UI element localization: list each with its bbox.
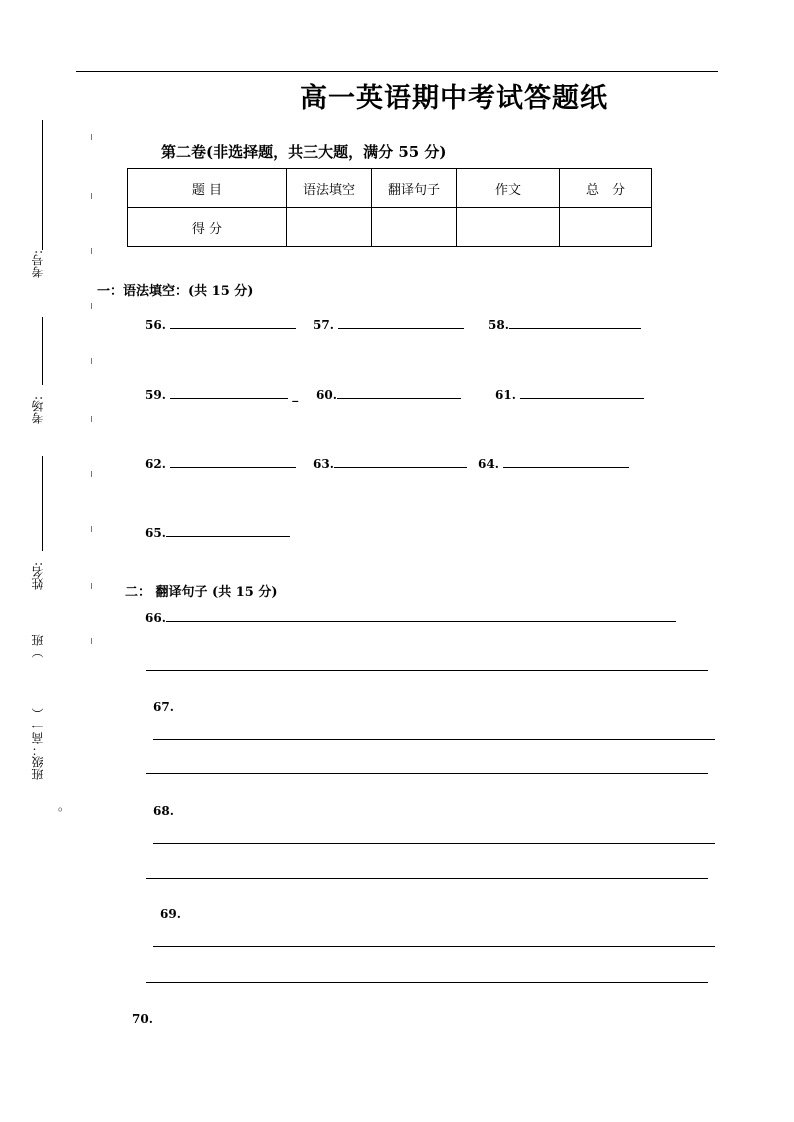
answer-line[interactable] <box>334 455 467 468</box>
item-number-68: 68. <box>153 804 174 818</box>
answer-line-68b[interactable] <box>146 878 708 879</box>
blank-64[interactable] <box>478 455 629 471</box>
answer-line[interactable] <box>170 455 296 468</box>
label-exam-no: 考号: <box>31 250 45 279</box>
blank-number: 58. <box>488 318 509 332</box>
header-cell-item: 题 目 <box>128 169 287 208</box>
label-name: 姓名: <box>31 562 45 591</box>
answer-line-67a[interactable] <box>153 739 715 740</box>
binding-tick <box>91 416 92 422</box>
binding-line-name <box>42 456 43 551</box>
item-number: 66. <box>145 611 166 625</box>
blank-number: 65. <box>145 526 166 540</box>
binding-tick <box>91 583 92 589</box>
blank-number: 64. <box>478 457 499 471</box>
answer-line-67b[interactable] <box>146 773 708 774</box>
blank-number: 56. <box>145 318 166 332</box>
binding-tick <box>91 193 92 199</box>
header-cell-grammar: 语法填空 <box>287 169 372 208</box>
header-cell-total: 总 分 <box>560 169 652 208</box>
blank-number: 61. <box>495 388 516 402</box>
answer-line-69a[interactable] <box>153 946 715 947</box>
paper-subtitle: 第二卷(非选择题，共三大题，满分 55 分) <box>161 143 447 161</box>
answer-line-68a[interactable] <box>153 843 715 844</box>
score-table-score-row <box>128 208 652 247</box>
blank-63[interactable] <box>313 455 467 471</box>
header-rule <box>76 71 718 72</box>
binding-line-exam-no <box>42 120 43 250</box>
binding-tick <box>91 638 92 644</box>
binding-tick <box>91 358 92 364</box>
label-class-open: 班级：高一（ <box>31 708 45 780</box>
blank-number: 60. <box>316 388 337 402</box>
score-cell-grammar[interactable] <box>287 208 372 247</box>
blank-57[interactable] <box>313 316 464 332</box>
answer-line[interactable] <box>170 386 288 399</box>
score-table-header-row <box>128 169 652 208</box>
answer-line[interactable] <box>503 455 629 468</box>
binding-tick <box>91 303 92 309</box>
binding-tick <box>91 134 92 140</box>
header-cell-translation: 翻译句子 <box>372 169 457 208</box>
item-number-70: 70. <box>132 1012 153 1026</box>
blank-62[interactable] <box>145 455 296 471</box>
answer-line[interactable] <box>509 316 641 329</box>
score-cell-translation[interactable] <box>372 208 457 247</box>
label-class-close: ）班 <box>31 634 45 658</box>
blank-61[interactable] <box>495 386 644 402</box>
answer-line[interactable] <box>170 316 296 329</box>
blank-65[interactable] <box>145 524 290 540</box>
binding-tick <box>91 526 92 532</box>
item-number-69: 69. <box>160 907 181 921</box>
label-exam-room: 考场: <box>31 396 45 425</box>
blank-60[interactable] <box>316 386 461 402</box>
blank-number: 62. <box>145 457 166 471</box>
answer-line-69b[interactable] <box>146 982 708 983</box>
score-cell-total[interactable] <box>560 208 652 247</box>
blank-number: 57. <box>313 318 334 332</box>
blank-59[interactable] <box>145 386 298 402</box>
page-title: 高一英语期中考试答题纸 <box>300 83 608 114</box>
blank-56[interactable] <box>145 316 296 332</box>
header-cell-writing: 作文 <box>457 169 560 208</box>
stray-dot: 。 <box>58 799 71 813</box>
translation-66[interactable] <box>145 609 676 625</box>
blank-58[interactable] <box>488 316 641 332</box>
binding-tick <box>91 471 92 477</box>
row-label-score: 得 分 <box>128 208 287 247</box>
binding-tick <box>91 248 92 254</box>
blank-number: 63. <box>313 457 334 471</box>
score-table <box>127 168 652 247</box>
answer-line[interactable] <box>338 316 464 329</box>
answer-line[interactable] <box>520 386 644 399</box>
answer-line[interactable] <box>166 609 676 622</box>
stray-underscore: _ <box>292 388 299 402</box>
answer-line-66b[interactable] <box>146 670 708 671</box>
binding-line-exam-room <box>42 317 43 385</box>
section1-heading: 一：语法填空：(共 15 分) <box>97 284 254 299</box>
score-cell-writing[interactable] <box>457 208 560 247</box>
answer-line[interactable] <box>337 386 461 399</box>
answer-line[interactable] <box>166 524 290 537</box>
section2-heading: 二： 翻译句子 (共 15 分) <box>125 585 278 600</box>
item-number-67: 67. <box>153 700 174 714</box>
blank-number: 59. <box>145 388 166 402</box>
